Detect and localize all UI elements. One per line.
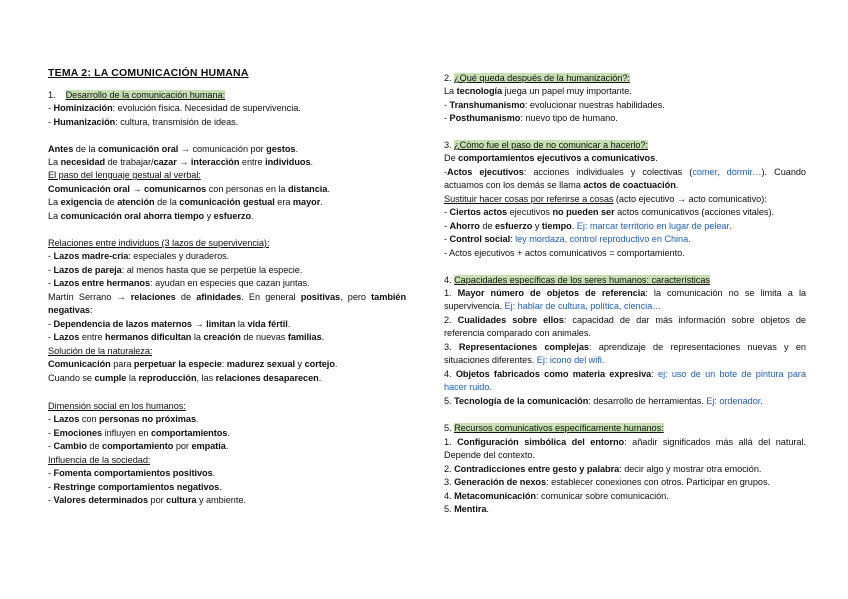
subheading-relaciones: Relaciones entre individuos (3 lazos de supervivencia): [48, 238, 270, 248]
line-valores: - Valores determinados por cultura y ambiente. [48, 495, 246, 505]
item-c2: 2. Cualidades sobre ellos: capacidad de dar más información sobre objetos de referencia comparado con animales. [444, 315, 806, 339]
item-r3: 3. Generación de nexos: establecer conexiones con otros. Participar en grupos. [444, 477, 771, 487]
line-lazos-personas: - Lazos con personas no próximas. [48, 414, 199, 424]
line-lazos-hermanos: - Lazos entre hermanos dificultan la creación de nuevas familias. [48, 332, 325, 342]
line-emociones: - Emociones influyen en comportamientos. [48, 428, 230, 438]
line-antes: Antes de la comunicación oral → comunicación por gestos. [48, 144, 298, 154]
line-tecnologia: La tecnología juega un papel muy importante. [444, 86, 632, 96]
subheading-paso: El paso del lenguaje gestual al verbal: [48, 170, 201, 180]
line-posthumanismo: - Posthumanismo: nuevo tipo de humano. [444, 113, 618, 123]
line-dependencia: - Dependencia de lazos maternos → limitan la vida fértil. [48, 319, 291, 329]
line-martin: Martín Serrano → relaciones de afinidades. En general positivas, pero también [48, 292, 406, 302]
item-r5: 5. Mentira. [444, 504, 489, 514]
subheading-dimension: Dimensión social en los humanos: [48, 401, 186, 411]
item-r1: 1. Configuración simbólica del entorno: añadir significados más allá del natural. Depende del contexto. [444, 437, 806, 461]
line-humanizacion: - Humanización: cultura, transmisión de ideas. [48, 117, 239, 127]
section-3-heading: 3. ¿Cómo fue el paso de no comunicar a hacerlo?: [444, 140, 648, 150]
item-r4: 4. Metacomunicación: comunicar sobre comunicación. [444, 491, 669, 501]
line-restringe: - Restringe comportamientos negativos. [48, 482, 222, 492]
item-c4: 4. Objetos fabricados como materia expresiva: ej: uso de un bote de pintura para hacer ruido. [444, 369, 806, 393]
line-com-oral: Comunicación oral → comunicarnos con personas en la distancia. [48, 184, 330, 194]
line-hermanos: - Lazos entre hermanos: ayudan en especies que cazan juntas. [48, 278, 310, 288]
section-4-heading: 4. Capacidades específicas de los seres humanos: características [444, 275, 710, 285]
section-1-heading: 1. Desarrollo de la comunicación humana: [48, 90, 226, 100]
line-ahorro: - Ahorro de esfuerzo y tiempo. Ej: marcar territorio en lugar de pelear. [444, 221, 732, 231]
subheading-solucion: Solución de la naturaleza: [48, 346, 153, 356]
section-5-heading: 5. Recursos comunicativos específicamente humanos: [444, 423, 664, 433]
item-c3: 3. Representaciones complejas: aprendizaje de representaciones nuevas y en situaciones diferentes. Ej: icono del wifi. [444, 342, 806, 366]
subheading-influencia: Influencia de la sociedad: [48, 455, 151, 465]
line-madre: - Lazos madre-cría: especiales y duraderos. [48, 251, 230, 261]
line-control: - Control social: ley mordaza, control reproductivo en China. [444, 234, 691, 244]
page-title: TEMA 2: LA COMUNICACIÓN HUMANA [48, 67, 249, 79]
line-ahorra: La comunicación oral ahorra tiempo y esfuerzo. [48, 211, 254, 221]
para-actos-ejecutivos: -Actos ejecutivos: acciones individuales y colectivas (comer, dormir…). Cuando actuamos con los demás se llama actos de coactuación. [444, 167, 806, 191]
line-ciertos: - Ciertos actos ejecutivos no pueden ser actos comunicativos (acciones vitales). [444, 207, 774, 217]
line-sustituir: Sustituir hacer cosas por referirse a cosas (acto ejecutivo → acto comunicativo): [444, 194, 767, 204]
line-actos-sum: - Actos ejecutivos + actos comunicativos = comportamiento. [444, 248, 685, 258]
item-r2: 2. Contradicciones entre gesto y palabra: decir algo y mostrar otra emoción. [444, 464, 762, 474]
line-cuando: Cuando se cumple la reproducción, las relaciones desaparecen. [48, 373, 322, 383]
item-c1: 1. Mayor número de objetos de referencia: la comunicación no se limita a la supervivencia. Ej: hablar de cultura, política, ciencia… [444, 288, 806, 312]
item-c5: 5. Tecnología de la comunicación: desarrollo de herramientas. Ej: ordenador. [444, 396, 763, 406]
line-exigencia: La exigencia de atención de la comunicación gestual era mayor. [48, 197, 323, 207]
line-pareja: - Lazos de pareja: al menos hasta que se perpetúe la especie. [48, 265, 303, 275]
line-hominizacion: - Hominización: evolución física. Necesidad de supervivencia. [48, 103, 301, 113]
line-martin-cont: negativas: [48, 305, 93, 315]
line-cambio: - Cambio de comportamiento por empatía. [48, 441, 229, 451]
line-comunicacion-para: Comunicación para perpetuar la especie: madurez sexual y cortejo. [48, 359, 338, 369]
line-fomenta: - Fomenta comportamientos positivos. [48, 468, 216, 478]
section-2-heading: 2. ¿Qué queda después de la humanización?: [444, 73, 630, 83]
line-necesidad: La necesidad de trabajar/cazar → interacción entre individuos. [48, 157, 314, 167]
line-transhumanismo: - Transhumanismo: evolucionar nuestras habilidades. [444, 100, 665, 110]
line-de: De comportamientos ejecutivos a comunicativos. [444, 153, 658, 163]
